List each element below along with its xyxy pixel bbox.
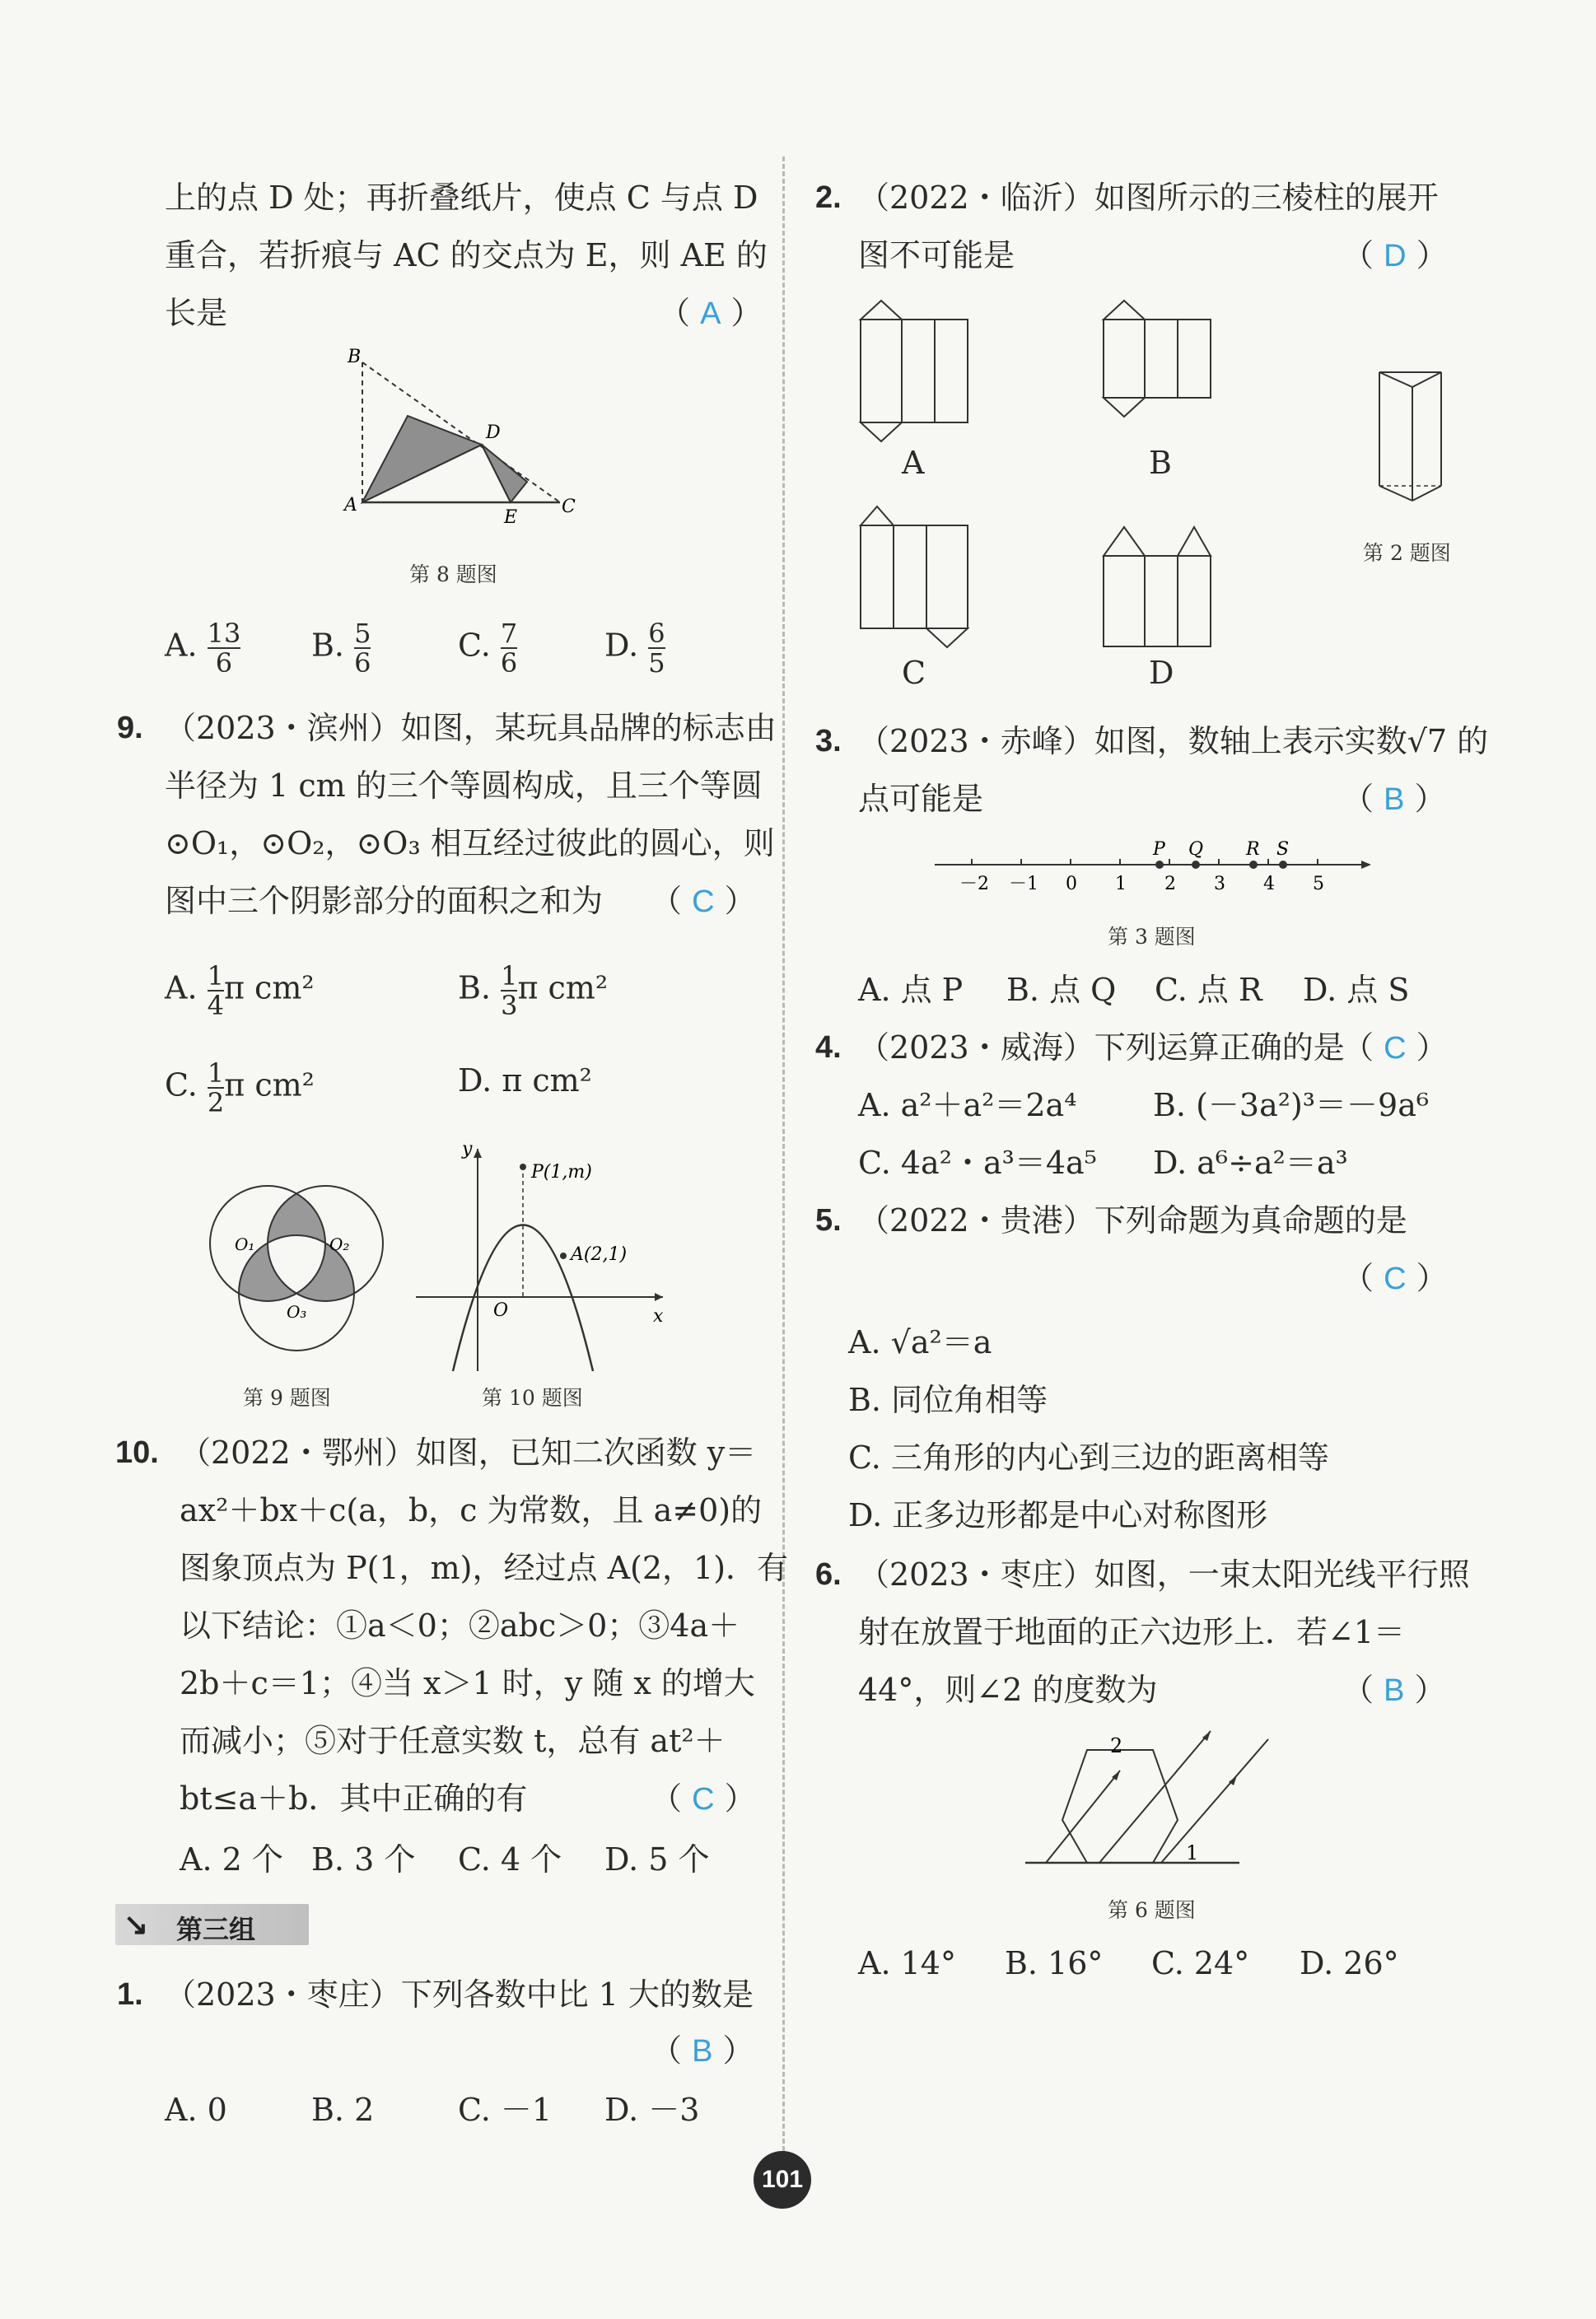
- q10-line5: 2b＋c＝1；④当 x＞1 时，y 随 x 的增大: [180, 1665, 755, 1701]
- q3-number: 3.: [815, 724, 842, 758]
- q3-answer: （ B ）: [1342, 781, 1446, 817]
- arrow-icon: ↘: [124, 1907, 149, 1941]
- q2-caption: 第 2 题图: [1363, 541, 1451, 565]
- q3-option-a: A. 点 P: [858, 972, 964, 1008]
- column-divider: [782, 156, 785, 2166]
- q3-tick-m1: －1: [1009, 874, 1038, 894]
- q8-figure: [329, 346, 593, 527]
- q6-label-angle2: 2: [1110, 1734, 1123, 1757]
- q8-label-e: E: [504, 507, 518, 527]
- q10-option-b: B. 3 个: [311, 1841, 416, 1878]
- q3-option-b: B. 点 Q: [1006, 972, 1117, 1008]
- q6-figure: [1021, 1721, 1285, 1873]
- q2-line1: （2022・临沂）如图所示的三棱柱的展开: [858, 180, 1439, 216]
- q8-option-c: C. $\frac{7}{6}$: [458, 618, 518, 679]
- q4-answer: （ C ）: [1342, 1029, 1448, 1066]
- q4-answer-letter: C: [1384, 1031, 1407, 1066]
- q10-line1: （2022・鄂州）如图，已知二次函数 y＝: [180, 1435, 757, 1471]
- q3-point-q: [1192, 861, 1200, 869]
- q8-line2: 重合，若折痕与 AC 的交点为 E，则 AE 的: [165, 237, 768, 273]
- q2-number: 2.: [815, 180, 842, 215]
- q5-option-a: A. √a²＝a: [848, 1324, 992, 1360]
- q6-line3: 44°，则∠2 的度数为: [858, 1672, 1158, 1708]
- q2-net-c: [852, 502, 976, 651]
- q9-line1: （2023・滨州）如图，某玩具品牌的标志由: [165, 710, 777, 746]
- q8-caption: 第 8 题图: [409, 562, 497, 586]
- q10-label-y: y: [462, 1139, 473, 1160]
- q9-figure: [198, 1169, 395, 1367]
- q2-net-d: [1099, 519, 1223, 655]
- q10-y-arrow: [474, 1149, 482, 1158]
- q2-answer-letter: D: [1384, 239, 1407, 273]
- q9-option-c: C. $\frac{1}{2}$ π cm²: [165, 1057, 315, 1118]
- q8-label-d: D: [486, 422, 501, 443]
- q10-label-o: O: [493, 1300, 509, 1321]
- q4-line1: （2023・威海）下列运算正确的是: [858, 1029, 1345, 1066]
- q3-tick-1: 1: [1115, 874, 1127, 894]
- g3q1-option-c: C. －1: [458, 2092, 553, 2128]
- q8-label-c: C: [562, 497, 576, 517]
- q10-figure: [408, 1136, 671, 1375]
- q10-option-a: A. 2 个: [180, 1841, 283, 1878]
- q3-arrow-icon: [1361, 861, 1371, 869]
- q2-net-label-d: D: [1149, 655, 1174, 691]
- q5-answer: （ C ）: [1342, 1260, 1448, 1296]
- q10-line3: 图象顶点为 P(1，m)，经过点 A(2，1)．有: [180, 1550, 789, 1586]
- q9-line4: 图中三个阴影部分的面积之和为: [165, 883, 604, 919]
- q3-tick-4: 4: [1263, 874, 1275, 894]
- q3-point-r: [1249, 861, 1258, 869]
- q10-label-p: P(1,m): [531, 1162, 592, 1183]
- q10-point-p: [520, 1164, 526, 1170]
- g3q1-line1: （2023・枣庄）下列各数中比 1 大的数是: [165, 1976, 754, 2013]
- q10-answer-letter: C: [692, 1782, 715, 1817]
- q6-ray-3: [1161, 1739, 1268, 1863]
- q5-option-c: C. 三角形的内心到三边的距离相等: [848, 1439, 1329, 1476]
- q8-line3: 长是: [165, 295, 228, 331]
- g3q1-option-b: B. 2: [311, 2092, 375, 2128]
- q8-answer: （ A ）: [659, 295, 763, 331]
- q9-label-o3: O₃: [287, 1302, 307, 1322]
- q2-line2: 图不可能是: [858, 237, 1015, 273]
- group-three-header: [115, 1904, 309, 1945]
- q9-line2: 半径为 1 cm 的三个等圆构成，且三个等圆: [165, 768, 763, 804]
- q6-caption: 第 6 题图: [1108, 1898, 1196, 1922]
- q5-answer-letter: C: [1384, 1262, 1407, 1296]
- q2-net-a: [852, 296, 976, 445]
- q2-net-b: [1099, 296, 1223, 445]
- q9-label-o1: O₁: [235, 1234, 255, 1254]
- q10-line4: 以下结论：①a＜0；②abc＞0；③4a＋: [180, 1607, 740, 1644]
- q3-caption: 第 3 题图: [1108, 925, 1196, 949]
- q5-option-d: D. 正多边形都是中心对称图形: [848, 1497, 1268, 1533]
- q8-option-b: B. $\frac{5}{6}$: [311, 618, 371, 679]
- q10-number: 10.: [115, 1435, 159, 1470]
- q10-label-a: A(2,1): [571, 1244, 628, 1265]
- q10-label-x: x: [653, 1306, 664, 1327]
- q10-option-d: D. 5 个: [604, 1841, 710, 1878]
- q10-line6: 而减小；⑤对于任意实数 t，总有 at²＋: [180, 1723, 726, 1759]
- q4-number: 4.: [815, 1030, 842, 1065]
- q6-number: 6.: [815, 1557, 842, 1592]
- q8-label-a: A: [344, 495, 357, 516]
- q4-option-a: A. a²＋a²＝2a⁴: [858, 1087, 1077, 1123]
- q6-ray-1: [1046, 1771, 1120, 1863]
- q6-option-b: B. 16°: [1005, 1945, 1104, 1981]
- q9-option-a: A. $\frac{1}{4}$ π cm²: [165, 960, 315, 1021]
- q2-net-label-a: A: [902, 445, 925, 481]
- page-number: 101: [754, 2151, 811, 2209]
- q3-point-p: [1155, 861, 1164, 869]
- q3-label-q: Q: [1188, 839, 1204, 860]
- q3-option-d: D. 点 S: [1303, 972, 1410, 1008]
- q2-net-label-b: B: [1149, 445, 1172, 481]
- q6-answer: （ B ）: [1342, 1672, 1446, 1708]
- q3-option-c: C. 点 R: [1155, 972, 1262, 1008]
- q6-option-d: D. 26°: [1300, 1945, 1399, 1981]
- q6-line2: 射在放置于地面的正六边形上．若∠1＝: [858, 1614, 1406, 1650]
- q10-caption: 第 10 题图: [482, 1386, 583, 1410]
- q8-shaded-1: [362, 416, 482, 502]
- q9-option-b: B. $\frac{1}{3}$ π cm²: [458, 960, 609, 1021]
- q2-net-label-c: C: [902, 655, 926, 691]
- q10-point-a: [560, 1253, 567, 1259]
- q8-line1: 上的点 D 处；再折叠纸片，使点 C 与点 D: [165, 180, 758, 216]
- q10-answer: （ C ）: [651, 1780, 756, 1817]
- q9-number: 9.: [117, 711, 143, 745]
- q6-option-c: C. 24°: [1151, 1945, 1250, 1981]
- q9-answer: （ C ）: [651, 883, 756, 919]
- q3-line1: （2023・赤峰）如图，数轴上表示实数√7 的: [858, 723, 1489, 759]
- q8-answer-letter: A: [700, 296, 721, 331]
- q6-option-a: A. 14°: [858, 1945, 956, 1981]
- q5-option-b: B. 同位角相等: [848, 1382, 1048, 1418]
- q9-line3: ⊙O₁，⊙O₂，⊙O₃ 相互经过彼此的圆心，则: [165, 825, 775, 861]
- q3-line2: 点可能是: [858, 781, 984, 817]
- q6-hexagon: [1062, 1750, 1178, 1863]
- q5-number: 5.: [815, 1203, 842, 1238]
- q9-answer-letter: C: [692, 884, 715, 919]
- q4-option-b: B. (－3a²)³＝－9a⁶: [1153, 1087, 1430, 1123]
- q3-tick-2: 2: [1164, 874, 1176, 894]
- q4-option-c: C. 4a²・a³＝4a⁵: [858, 1145, 1097, 1181]
- g3q1-option-a: A. 0: [165, 2092, 227, 2128]
- q8-option-a: A. $\frac{13}{6}$: [165, 618, 241, 679]
- q10-option-c: C. 4 个: [458, 1841, 562, 1878]
- q10-line2: ax²＋bx＋c(a，b，c 为常数，且 a≠0)的: [180, 1492, 763, 1528]
- g3q1-number: 1.: [117, 1977, 143, 2012]
- q4-option-d: D. a⁶÷a²＝a³: [1153, 1145, 1348, 1181]
- q3-label-s: S: [1276, 839, 1290, 860]
- q9-caption: 第 9 题图: [243, 1386, 331, 1410]
- q2-answer: （ D ）: [1342, 237, 1448, 273]
- g3q1-option-d: D. －3: [604, 2092, 700, 2128]
- q8-label-b: B: [348, 347, 362, 367]
- q3-tick-3: 3: [1214, 874, 1225, 894]
- q3-point-s: [1279, 861, 1287, 869]
- q9-option-d: D. π cm²: [458, 1062, 592, 1099]
- q3-tick-m2: －2: [959, 874, 989, 894]
- q5-line1: （2022・贵港）下列命题为真命题的是: [858, 1202, 1407, 1239]
- g3q1-answer: （ B ）: [651, 2032, 754, 2069]
- q3-label-p: P: [1153, 839, 1165, 860]
- q6-label-angle1: 1: [1186, 1841, 1199, 1864]
- q10-x-arrow: [655, 1293, 663, 1301]
- q3-number-line: [931, 832, 1375, 898]
- q2-prism-figure: [1371, 362, 1462, 519]
- q3-answer-letter: B: [1384, 782, 1405, 817]
- group-three-title: 第三组: [176, 1915, 256, 1944]
- q3-tick-0: 0: [1066, 874, 1077, 894]
- q8-option-d: D. $\frac{6}{5}$: [604, 618, 665, 679]
- q6-line1: （2023・枣庄）如图，一束太阳光线平行照: [858, 1556, 1470, 1593]
- q9-label-o2: O₂: [329, 1234, 350, 1254]
- g3q1-answer-letter: B: [692, 2034, 713, 2069]
- q10-line7: bt≤a＋b．其中正确的有: [180, 1780, 528, 1817]
- q3-tick-5: 5: [1313, 874, 1324, 894]
- q3-label-r: R: [1246, 839, 1260, 860]
- q6-answer-letter: B: [1384, 1673, 1405, 1708]
